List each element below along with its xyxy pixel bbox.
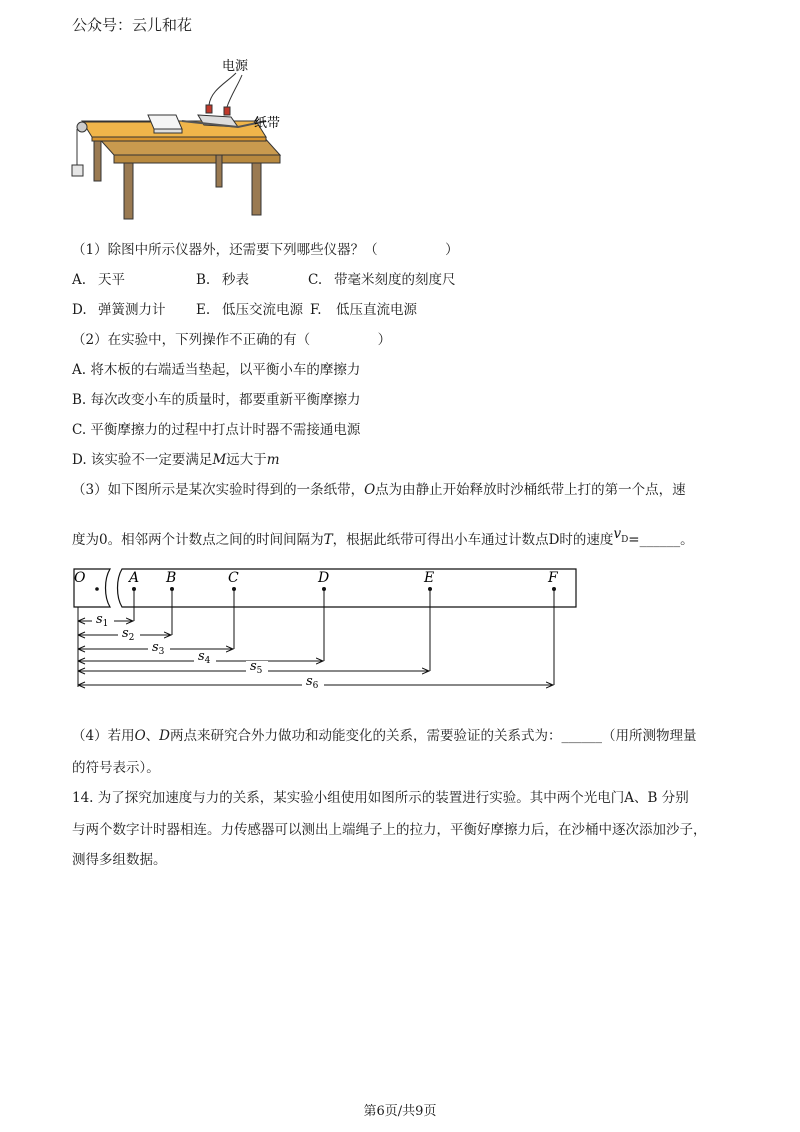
tape-point-D: D	[318, 570, 330, 586]
q4-separator: 、	[145, 728, 160, 744]
q3-text-c: 度为0。相邻两个计数点之间的时间间隔为	[72, 532, 324, 548]
velocity-subscript: D	[621, 534, 629, 545]
q4-point-D: D	[159, 728, 170, 744]
q2-option-d	[72, 448, 280, 468]
tape-point-B: B	[166, 570, 177, 586]
q4-point-O: O	[134, 728, 146, 744]
mass-M-symbol: M	[212, 452, 227, 468]
dist-s2: $s_2$	[122, 626, 135, 643]
dist-s5: $s_5$	[250, 659, 263, 676]
mass-m-symbol: m	[266, 452, 280, 468]
dist-s3: $s_3$	[152, 640, 165, 657]
period-T-symbol: T	[323, 532, 333, 548]
page-footer: 第6页/共9页	[363, 1104, 437, 1119]
tape-label: 纸带	[254, 116, 281, 131]
q1-options-row1	[72, 268, 456, 288]
q1-option-c-text: 带毫米刻度的刻度尺	[334, 272, 456, 288]
q3-line2	[72, 528, 694, 551]
q2-option-d-text: D. 该实验不一定要满足	[72, 452, 213, 468]
tape-point-O: O	[74, 570, 86, 586]
q2-stem: （2）在实验中，下列操作不正确的有（ ）	[72, 332, 392, 348]
q1-option-e-text: 低压交流电源	[222, 302, 303, 318]
q1-stem: （1）除图中所示仪器外，还需要下列哪些仪器？（ ）	[72, 242, 459, 258]
q1-option-f-text: 低压直流电源	[336, 302, 417, 318]
q1-option-f-letter: F.	[310, 302, 322, 318]
velocity-symbol: v	[613, 526, 622, 542]
q2-option-a: A. 将木板的右端适当垫起，以平衡小车的摩擦力	[72, 362, 361, 378]
q1-option-a-letter: A.	[72, 272, 87, 288]
q14-line1: 14. 为了探究加速度与力的关系，某实验小组使用如图所示的装置进行实验。其中两个光电门A、B 分别	[72, 790, 689, 806]
dist-s4: $s_4$	[198, 649, 211, 666]
q2-option-d-relation: 远大于	[226, 452, 267, 468]
q3-line1	[72, 478, 686, 498]
q3-text-a: （3）如下图所示是某次实验时得到的一条纸带，	[72, 482, 365, 498]
tape-point-C: C	[228, 570, 239, 586]
q2-option-b: B. 每次改变小车的质量时，都要重新平衡摩擦力	[72, 392, 361, 408]
dist-s6: $s_6$	[306, 674, 319, 691]
paper-tape-figure	[70, 565, 590, 695]
q1-options-row2	[72, 298, 417, 318]
answer-blank: =______。	[628, 532, 694, 548]
experiment-apparatus-figure	[66, 55, 286, 220]
q4-line2: 的符号表示）。	[72, 760, 160, 776]
q3-text-b: 点为由静止开始释放时沙桶纸带上打的第一个点，速	[375, 482, 686, 498]
q1-option-a-text: 天平	[98, 272, 125, 288]
page-header: 公众号：云儿和花	[72, 16, 193, 34]
q3-text-d: ，根据此纸带可得出小车通过计数点D时的速度	[332, 532, 614, 548]
point-O-symbol: O	[364, 482, 376, 498]
q4-line1	[72, 724, 697, 744]
dist-s1: $s_1$	[96, 612, 109, 629]
q2-option-c: C. 平衡摩擦力的过程中打点计时器不需接通电源	[72, 422, 361, 438]
q4-text-b: 两点来研究合外力做功和动能变化的关系，需要验证的关系式为：______（用所测物理量	[170, 728, 697, 744]
q1-option-c-letter: C.	[308, 272, 323, 288]
tape-point-E: E	[424, 570, 435, 586]
q14-line3: 测得多组数据。	[72, 852, 167, 868]
q1-option-d-text: 弹簧测力计	[98, 302, 166, 318]
power-label: 电源	[222, 59, 249, 74]
q14-line2: 与两个数字计时器相连。力传感器可以测出上端绳子上的拉力，平衡好摩擦力后，在沙桶中逐次添加沙子，	[72, 822, 707, 838]
tape-point-A: A	[129, 570, 140, 586]
q1-option-b-letter: B.	[196, 272, 211, 288]
q1-option-d-letter: D.	[72, 302, 87, 318]
tape-point-F: F	[548, 570, 558, 586]
q4-text-a: （4）若用	[72, 728, 135, 744]
q1-option-e-letter: E.	[196, 302, 211, 318]
q1-option-b-text: 秒表	[222, 272, 249, 288]
